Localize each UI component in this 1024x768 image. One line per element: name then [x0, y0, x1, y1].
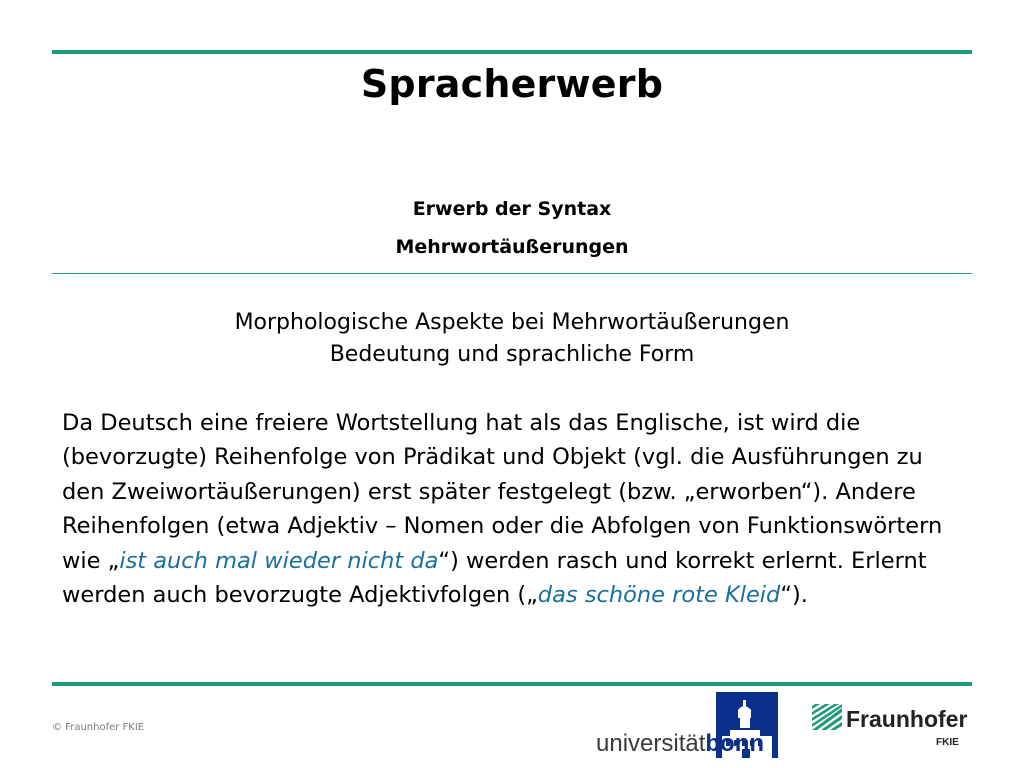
fraunhofer-logo: [812, 704, 982, 760]
body-text-part-1: Da Deutsch eine freiere Wortstellung hat als das Englische, ist wird die (bevorzugte) Reihenfolge von Prädikat und Objekt (vgl. die Ausführungen zu den Zweiwortäußerungen) erst später festgelegt (bzw. „erworben“). Andere Reihenfolgen (etwa Adjektiv – Nomen oder die Abfolgen von Funktionswörtern wie „: [62, 410, 943, 574]
university-wordmark-regular: universität: [596, 730, 706, 757]
body-text-part-2: “) werden rasch und korrekt erlernt. Erlernt werden auch bevorzugte Adjektivfolgen („: [62, 547, 927, 609]
slide-title: Spracherwerb: [360, 62, 664, 106]
subtitle-rule: [52, 273, 972, 274]
body-paragraph: [62, 406, 962, 612]
university-wordmark: [596, 730, 764, 758]
university-bonn-logo: [596, 690, 786, 762]
subtitle-syntax: Erwerb der Syntax: [412, 198, 612, 220]
bottom-rule: [52, 682, 972, 686]
university-wordmark-bold: bonn: [705, 730, 765, 757]
fraunhofer-institute: FKIE: [936, 737, 959, 748]
copyright-notice: © Fraunhofer FKIE: [52, 722, 145, 733]
example-quote-1: ist auch mal wieder nicht da: [119, 547, 439, 574]
section-heading-morphology: Morphologische Aspekte bei Mehrwortäußerungen: [234, 310, 790, 335]
body-text-part-3: “).: [780, 582, 808, 609]
subtitle-multiword: Mehrwortäußerungen: [395, 236, 629, 258]
fraunhofer-mark-icon: [812, 704, 842, 730]
example-quote-2: das schöne rote Kleid: [537, 582, 781, 609]
top-rule: [52, 50, 972, 54]
section-heading-meaning: Bedeutung und sprachliche Form: [329, 342, 695, 367]
fraunhofer-name: Fraunhofer: [846, 706, 968, 732]
